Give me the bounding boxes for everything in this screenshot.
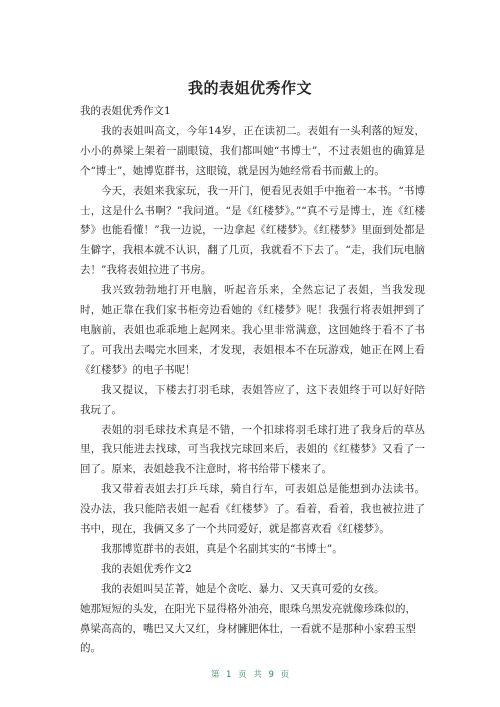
paragraph: 我的表姐叫高文，今年14岁，正在读初二。表姐有一头利落的短发，小小的鼻梁上架着一副眼镜，我们都叫她“书博士”，不过表姐也的确算是个“博士”，她博览群书，这眼镜，就是因为她经常看书而戴上的。	[80, 124, 425, 177]
paragraph: 我的表姐优秀作文2	[101, 562, 192, 575]
paragraph: 我的表姐叫吴芷菁，她是个贪吃、暴力、又天真可爱的女孩。	[101, 582, 385, 595]
document-body	[80, 102, 425, 659]
paragraph: 我又提议，下楼去打羽毛球，表姐答应了，这下表姐终于可以好好陪我玩了。	[80, 383, 425, 416]
paragraph: 我又带着表姐去打乒乓球，骑自行车，可表姐总是能想到办法读书。没办法，我只能陪表姐一起看《红楼梦》了。看着，看着，我也被拉进了书中，现在，我俩又多了一个共同爱好，就是都喜欢看《红楼梦》。	[80, 483, 425, 536]
paragraph: 今天，表姐来我家玩，我一开门，便看见表姐手中拖着一本书。“书博士，这是什么书啊？”我问道。“是《红楼梦》。”“真不亏是博士，连《红楼梦》也能看懂！”我一边说，一边拿起《红楼梦》。《红楼梦》里面到处都是生僻字，我根本就不认识，翻了几页，我就看不下去了。“走，我们玩电脑去！”我将表姐拉进了书房。	[80, 184, 425, 277]
page-footer: 第 1 页 共 9 页	[210, 670, 290, 680]
document-title: 我的表姐优秀作文	[187, 79, 312, 97]
section-heading: 我的表姐优秀作文1	[80, 105, 171, 117]
paragraph: 我兴致勃勃地打开电脑，听起音乐来，全然忘记了表姐，当我发现时，她正靠在我们家书柜旁边看她的《红楼梦》呢！我强行将表姐押到了电脑前，表姐也乖乖地上起网来。我心里非常满意，这回她终于看不了书了。可我出去喝完水回来，才发现，表姐根本不在玩游戏，她正在网上看《红楼梦》的电子书呢！	[80, 284, 425, 376]
section-heading: 她那短短的头发，在阳光下显得格外油亮，眼珠乌黑发亮就像珍珠似的，鼻梁高高的，嘴巴又大又红，身材臃肥体壮，一看就不是那种小家碧玉型的。	[80, 602, 416, 655]
paragraph: 表姐的羽毛球技术真是不错，一个扣球将羽毛球打进了我身后的草丛里，我只能进去找球，可当我找完球回来后，表姐的《红楼梦》又看了一回了。原来，表姐趁我不注意时，将书给带下楼来了。	[80, 423, 425, 476]
paragraph: 我那博览群书的表姐，真是个名副其实的“书博士”。	[101, 542, 343, 555]
